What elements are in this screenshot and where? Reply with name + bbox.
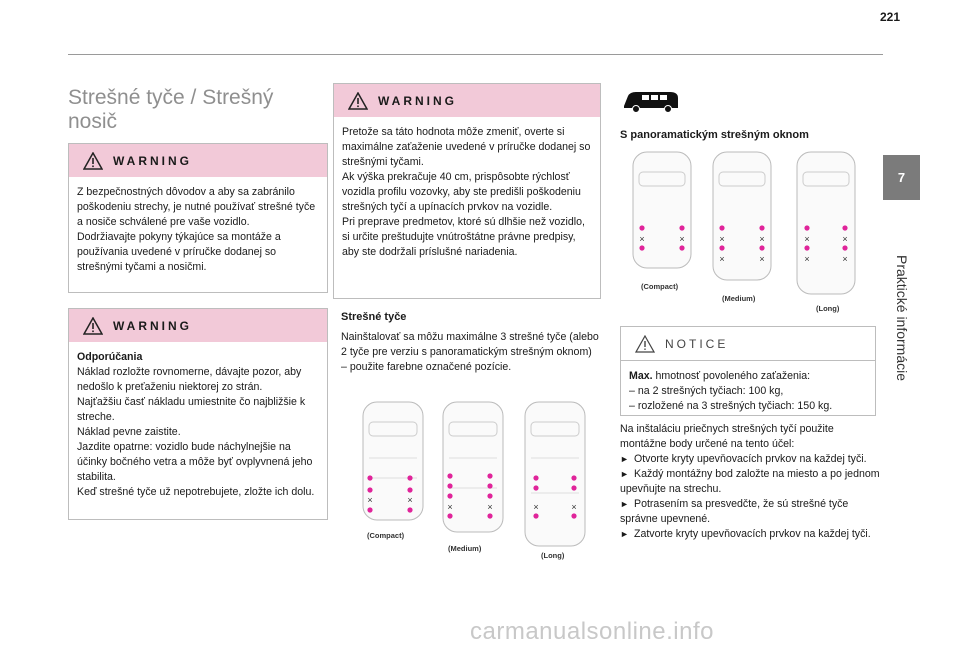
caption-medium: (Medium) [448,544,482,553]
svg-text:×: × [719,254,725,264]
notice-box [620,326,876,416]
install-intro: Na inštaláciu priečnych strešných tyčí použite montážne body určené na tento účel: [620,423,834,450]
vehicle-top-compact [633,152,691,268]
arrow-icon: ► [620,499,629,509]
warning-text: Dodržiavajte pokyny týkajúce sa montáže a používania uvedené v príručke dodanej so strešnými tyčami a nosičmi. [77,231,281,273]
warning-text: Keď strešné tyče už nepotrebujete, zložte ich dolu. [77,486,315,498]
warning-label: WARNING [378,93,457,108]
warning-body [69,177,327,281]
arrow-icon: ► [620,469,629,479]
caption-compact: (Compact) [641,282,679,291]
arrow-icon: ► [620,454,629,464]
install-step: Otvorte kryty upevňovacích prvkov na každej tyči. [634,453,867,465]
warning-icon [83,317,103,335]
warning-box-3 [333,83,601,299]
warning-text: Najťažšiu časť nákladu umiestnite čo najbližšie k streche. [77,396,306,423]
caption-long: (Long) [541,551,565,560]
warning-text: Ak výška prekračuje 40 cm, prispôsobte rýchlosť vozidla profilu vozovky, aby ste predišli poškodeniu strešných tyčí a upínacích prvkov na vozidle. [342,171,581,213]
arrow-icon: ► [620,529,629,539]
max-text: hmotnosť povoleného zaťaženia: [652,370,811,382]
svg-text:×: × [842,254,848,264]
vehicle-top-long [797,152,855,294]
warning-label: WARNING [113,318,192,333]
watermark: carmanualsonline.info [470,618,714,645]
svg-text:×: × [533,502,539,512]
svg-text:×: × [571,502,577,512]
notice-item: rozložené na 3 strešných tyčiach: 150 kg. [637,400,833,412]
warning-label: WARNING [113,153,192,168]
warning-text: Pretože sa táto hodnota môže zmeniť, overte si maximálne zaťaženie uvedené v príručke dodanej so strešnými tyčami. [342,126,591,168]
warning-header [69,144,327,177]
svg-text:×: × [367,495,373,505]
warning-text: Z bezpečnostných dôvodov a aby sa zabránilo poškodeniu strechy, je nutné používať strešné tyče a nosiče schválené pre vaše vozidlo. [77,186,316,228]
svg-text:×: × [447,502,453,512]
vehicle-top-medium [443,402,503,532]
roof-bars-heading: Strešné tyče [341,311,407,323]
van-icon [620,88,682,114]
svg-text:×: × [719,234,725,244]
svg-text:×: × [679,234,685,244]
recommendations-heading: Odporúčania [77,351,143,363]
svg-text:×: × [804,254,810,264]
svg-text:×: × [407,495,413,505]
max-label: Max. [629,370,653,382]
caption-compact: (Compact) [367,531,405,540]
install-step: Každý montážny bod založte na miesto a po jednom upevňujte na strechu. [620,468,880,495]
warning-text: Náklad pevne zaistite. [77,426,181,438]
notice-label: NOTICE [665,336,729,351]
warning-body [69,342,327,506]
install-step: Zatvorte kryty upevňovacích prvkov na každej tyči. [634,528,871,540]
notice-header [621,327,875,361]
page-number: 221 [880,10,901,24]
vehicle-top-compact [363,402,423,520]
warning-text: Náklad rozložte rovnomerne, dávajte pozor, aby nedošlo k preťaženiu niektorej zo strán. [77,366,302,393]
install-section [620,422,882,542]
warning-text: Pri preprave predmetov, ktoré sú dlhšie než vozidlo, si určite preštudujte vnútroštátne právne predpisy, aby ste dodržali príslušné nariadenia. [342,216,585,258]
roof-bars-text: Nainštalovať sa môžu maximálne 3 strešné tyče (alebo 2 tyče pre verziu s panoramatickým strešným oknom) – použite farebne označené pozície. [341,331,599,373]
notice-body: Max. hmotnosť povoleného zaťaženia: – na 2 strešných tyčiach: 100 kg, – rozložené na 3 strešných tyčiach: 150 kg. [629,370,833,412]
svg-text:×: × [759,254,765,264]
caption-medium: (Medium) [722,294,756,303]
svg-text:×: × [487,502,493,512]
svg-text:×: × [759,234,765,244]
warning-body [334,117,600,266]
svg-text:×: × [639,234,645,244]
svg-text:×: × [842,234,848,244]
notice-item: na 2 strešných tyčiach: 100 kg, [637,385,784,397]
warning-box-2 [68,308,328,520]
panoramic-heading: S panoramatickým strešným oknom [620,129,809,141]
install-step: Potrasením sa presvedčte, že sú strešné tyče správne upevnené. [620,498,849,525]
page-title: Strešné tyče / Strešný nosič [68,86,274,133]
chapter-tab[interactable]: 7 [883,155,920,200]
vehicle-top-long [525,402,585,546]
caption-long: (Long) [816,304,840,313]
warning-box-1 [68,143,328,293]
svg-text:×: × [804,234,810,244]
warning-icon [83,152,103,170]
chapter-title: Praktické informácie [894,254,910,382]
warning-header [69,309,327,342]
vehicle-top-medium [713,152,771,280]
notice-icon [635,335,655,353]
warning-text: Jazdite opatrne: vozidlo bude náchylnejšie na účinky bočného vetra a môže byť ovplyvnená jeho stabilita. [77,441,313,483]
warning-header [334,84,600,117]
header-rule [68,54,883,55]
warning-icon [348,92,368,110]
